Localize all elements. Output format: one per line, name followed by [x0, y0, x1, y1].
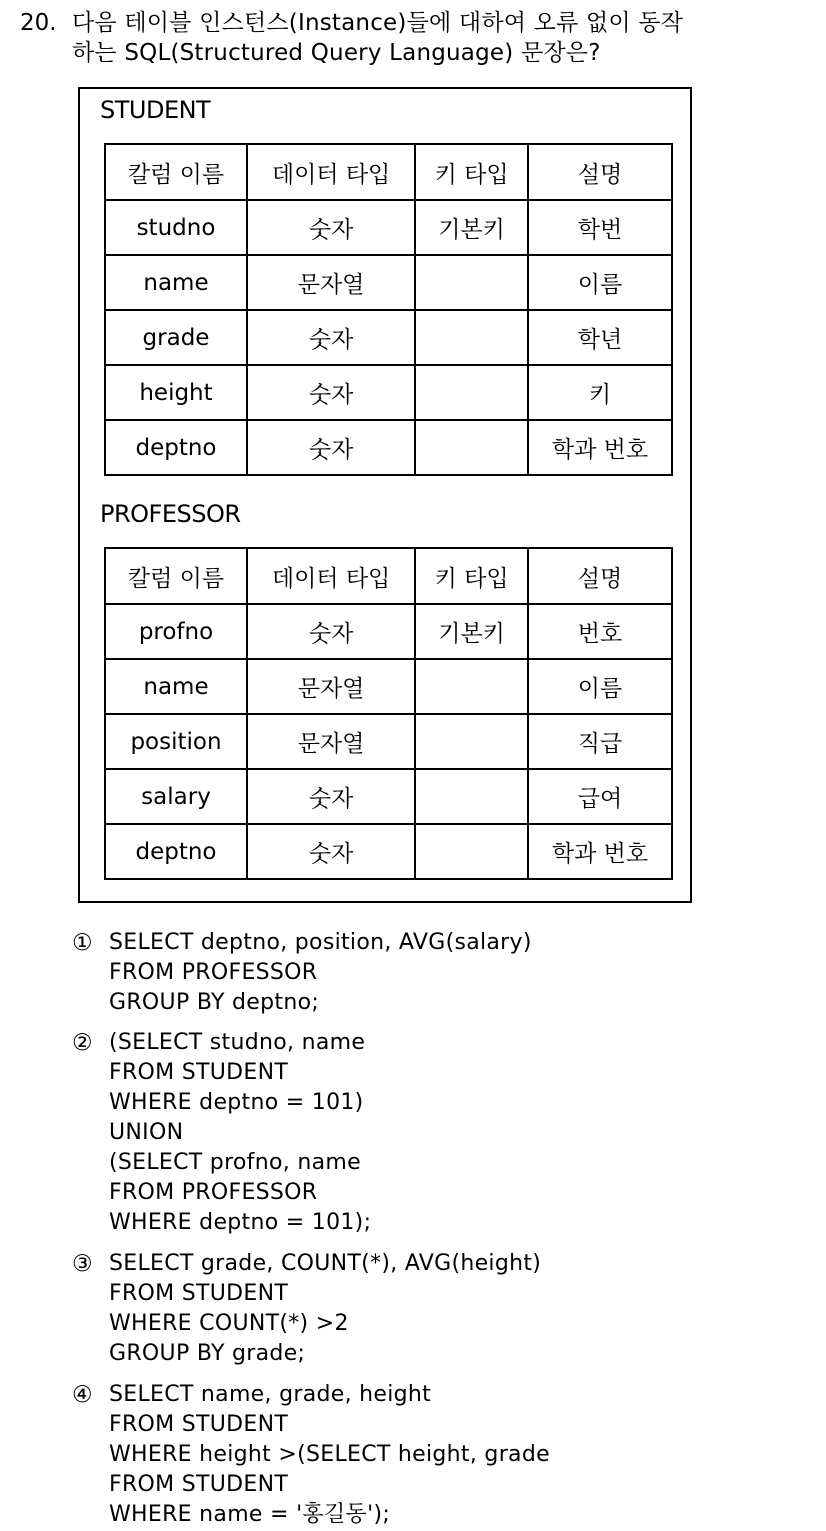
sql-line: GROUP BY grade; [109, 1341, 306, 1366]
table-row [105, 255, 672, 310]
table-cell: position [105, 714, 247, 769]
table-cell: 문자열 [247, 659, 415, 714]
option-1-sql [109, 928, 532, 1018]
table-cell: 이름 [528, 659, 672, 714]
table-row [105, 420, 672, 475]
table-cell: 문자열 [247, 255, 415, 310]
student-schema-table [104, 143, 673, 476]
header-cell: 설명 [528, 548, 672, 604]
sql-line: (SELECT profno, name [109, 1150, 361, 1175]
table-cell [415, 310, 528, 365]
sql-line: FROM STUDENT [109, 1281, 289, 1306]
sql-line: SELECT deptno, position, AVG(salary) [109, 930, 532, 955]
question-text [72, 8, 792, 68]
table-cell: 숫자 [247, 310, 415, 365]
table-cell: 숫자 [247, 604, 415, 659]
table-cell: 기본키 [415, 200, 528, 255]
table-cell: salary [105, 769, 247, 824]
table-cell [415, 659, 528, 714]
option-2-sql [109, 1028, 371, 1238]
table-title-student: STUDENT [100, 96, 211, 124]
sql-line: FROM PROFESSOR [109, 960, 318, 985]
option-1-mark: ① [72, 930, 93, 956]
sql-line: WHERE deptno = 101); [109, 1210, 372, 1235]
sql-line: WHERE COUNT(*) >2 [109, 1311, 349, 1336]
option-3-sql [109, 1249, 541, 1369]
table-cell: 숫자 [247, 420, 415, 475]
table-cell: 숫자 [247, 365, 415, 420]
sql-line: FROM STUDENT [109, 1412, 289, 1437]
question-number: 20. [20, 10, 57, 36]
table-row [105, 200, 672, 255]
table-cell [415, 420, 528, 475]
header-cell: 칼럼 이름 [105, 144, 247, 200]
table-row [105, 365, 672, 420]
table-cell: 숫자 [247, 824, 415, 879]
table-cell: 숫자 [247, 200, 415, 255]
table-cell: deptno [105, 824, 247, 879]
table-cell: 번호 [528, 604, 672, 659]
header-cell: 키 타입 [415, 548, 528, 604]
question-line: 하는 SQL(Structured Query Language) 문장은? [72, 40, 601, 66]
table-cell: studno [105, 200, 247, 255]
table-cell: height [105, 365, 247, 420]
table-row [105, 659, 672, 714]
sql-line: GROUP BY deptno; [109, 990, 320, 1015]
sql-line: FROM STUDENT [109, 1060, 289, 1085]
table-cell: 학번 [528, 200, 672, 255]
table-cell: 기본키 [415, 604, 528, 659]
table-cell [415, 769, 528, 824]
table-cell [415, 824, 528, 879]
table-row [105, 769, 672, 824]
table-cell: 학과 번호 [528, 824, 672, 879]
table-cell: 학년 [528, 310, 672, 365]
table-cell: profno [105, 604, 247, 659]
table-row [105, 824, 672, 879]
table-cell: grade [105, 310, 247, 365]
option-4-sql [109, 1380, 550, 1530]
table-row [105, 714, 672, 769]
option-3-mark: ③ [72, 1251, 93, 1277]
header-cell: 데이터 타입 [247, 144, 415, 200]
table-cell [415, 255, 528, 310]
table-cell: name [105, 659, 247, 714]
sql-line: WHERE name = '홍길동'); [109, 1502, 391, 1527]
table-cell: 키 [528, 365, 672, 420]
question-line: 다음 테이블 인스턴스(Instance)들에 대하여 오류 없이 동작 [72, 10, 684, 36]
option-4-mark: ④ [72, 1382, 93, 1408]
table-cell: 학과 번호 [528, 420, 672, 475]
table-header-row [105, 144, 672, 200]
sql-line: FROM STUDENT [109, 1472, 289, 1497]
table-cell [415, 365, 528, 420]
table-header-row [105, 548, 672, 604]
header-cell: 키 타입 [415, 144, 528, 200]
table-cell: 숫자 [247, 769, 415, 824]
sql-line: WHERE height >(SELECT height, grade [109, 1442, 550, 1467]
table-row [105, 604, 672, 659]
header-cell: 칼럼 이름 [105, 548, 247, 604]
sql-line: WHERE deptno = 101) [109, 1090, 364, 1115]
header-cell: 데이터 타입 [247, 548, 415, 604]
option-2-mark: ② [72, 1030, 93, 1056]
table-cell: name [105, 255, 247, 310]
table-cell: 급여 [528, 769, 672, 824]
table-row [105, 310, 672, 365]
table-cell: 이름 [528, 255, 672, 310]
table-cell: 직급 [528, 714, 672, 769]
sql-line: (SELECT studno, name [109, 1030, 366, 1055]
sql-line: SELECT name, grade, height [109, 1382, 432, 1407]
sql-line: UNION [109, 1120, 184, 1145]
header-cell: 설명 [528, 144, 672, 200]
table-title-professor: PROFESSOR [100, 500, 241, 528]
professor-schema-table [104, 547, 673, 880]
sql-line: FROM PROFESSOR [109, 1180, 318, 1205]
table-cell: 문자열 [247, 714, 415, 769]
table-cell: deptno [105, 420, 247, 475]
table-cell [415, 714, 528, 769]
sql-line: SELECT grade, COUNT(*), AVG(height) [109, 1251, 542, 1276]
